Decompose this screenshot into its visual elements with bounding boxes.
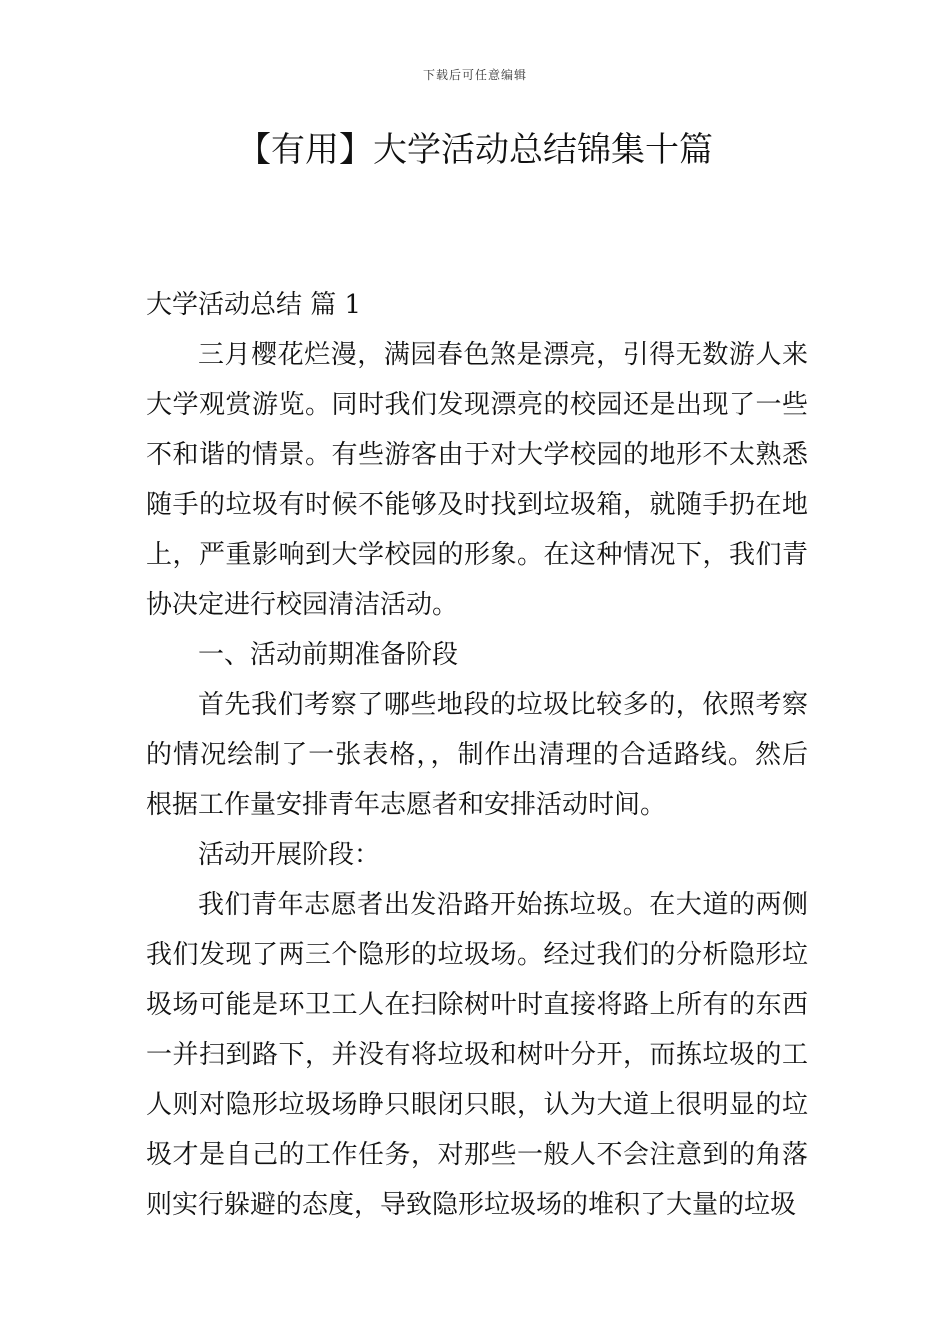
paragraph-intro: 三月樱花烂漫，满园春色煞是漂亮，引得无数游人来大学观赏游览。同时我们发现漂亮的校园还是出现了一些不和谐的情景。有些游客由于对大学校园的地形不太熟悉随手的垃圾有时候不能够及时找到垃圾箱，就随手扔在地上，严重影响到大学校园的形象。在这种情况下，我们青协决定进行校园清洁活动。 — [146, 340, 808, 620]
page-header-note: 下载后可任意编辑 — [422, 68, 527, 82]
document-body — [146, 280, 808, 1230]
subheading-preparation: 一、活动前期准备阶段 — [198, 640, 459, 670]
document-title: 【有用】大学活动总结锦集十篇 — [237, 130, 713, 170]
section-heading: 大学活动总结 篇 1 — [146, 290, 362, 320]
paragraph-activity: 我们青年志愿者出发沿路开始拣垃圾。在大道的两侧我们发现了两三个隐形的垃圾场。经过我们的分析隐形垃圾场可能是环卫工人在扫除树叶时直接将路上所有的东西一并扫到路下，并没有将垃圾和树叶分开，而拣垃圾的工人则对隐形垃圾场睁只眼闭只眼，认为大道上很明显的垃圾才是自己的工作任务，对那些一般人不会注意到的角落则实行躲避的态度，导致隐形垃圾场的堆积了大量的垃圾 — [146, 890, 808, 1220]
paragraph-preparation: 首先我们考察了哪些地段的垃圾比较多的，依照考察的情况绘制了一张表格，，制作出清理的合适路线。然后根据工作量安排青年志愿者和安排活动时间。 — [146, 690, 808, 820]
subheading-activity: 活动开展阶段： — [198, 840, 381, 870]
